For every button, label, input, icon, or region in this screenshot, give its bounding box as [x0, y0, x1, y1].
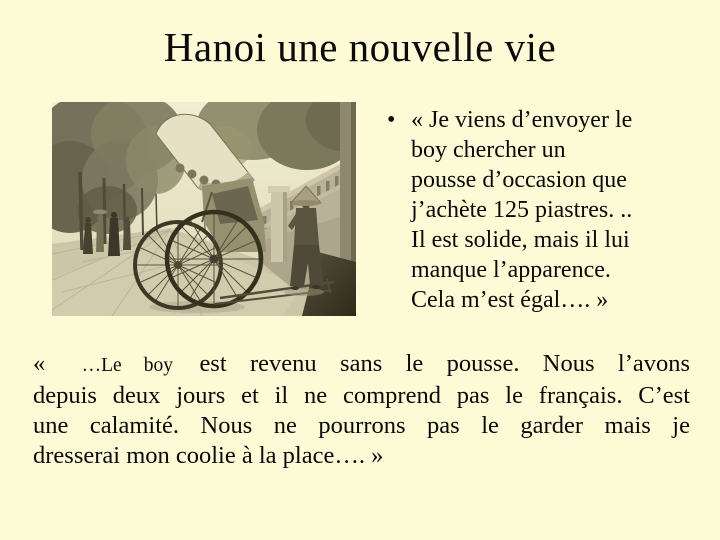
bullet-quote [380, 105, 692, 315]
bottom-quote [33, 349, 690, 471]
bottom-quote-line: dresserai mon coolie à la place…. » [33, 442, 384, 469]
bottom-quote-line: une calamité. Nous ne pourrons pas le garder mais je [33, 412, 690, 439]
quote-line1-rest: est revenu sans le pousse. Nous l’avons [199, 350, 691, 377]
slide-title: Hanoi une nouvelle vie [163, 24, 557, 70]
bottom-quote-line [33, 349, 690, 381]
photo-figure [52, 102, 356, 316]
bullet-quote-line: manque l’apparence. [411, 257, 611, 283]
bullet-quote-line: boy chercher un [411, 137, 566, 163]
bullet-quote-line: Il est solide, mais il lui [411, 227, 630, 253]
bullet-quote-line: « Je viens d’envoyer le [411, 107, 633, 133]
bullet-quote-text [411, 105, 632, 315]
bullet-quote-line: pousse d’occasion que [411, 167, 627, 193]
bullet-marker: • [387, 107, 396, 133]
bullet-quote-line: j’achète 125 piastres. .. [411, 197, 633, 223]
quote-open-mark: « [33, 350, 46, 377]
quote-small-fragment: …Le boy [81, 355, 174, 376]
bottom-quote-line: depuis deux jours et il ne comprend pas le français. C’est [33, 382, 690, 409]
bullet-quote-line: Cela m’est égal…. » [411, 287, 609, 313]
rickshaw-photo [52, 102, 356, 316]
